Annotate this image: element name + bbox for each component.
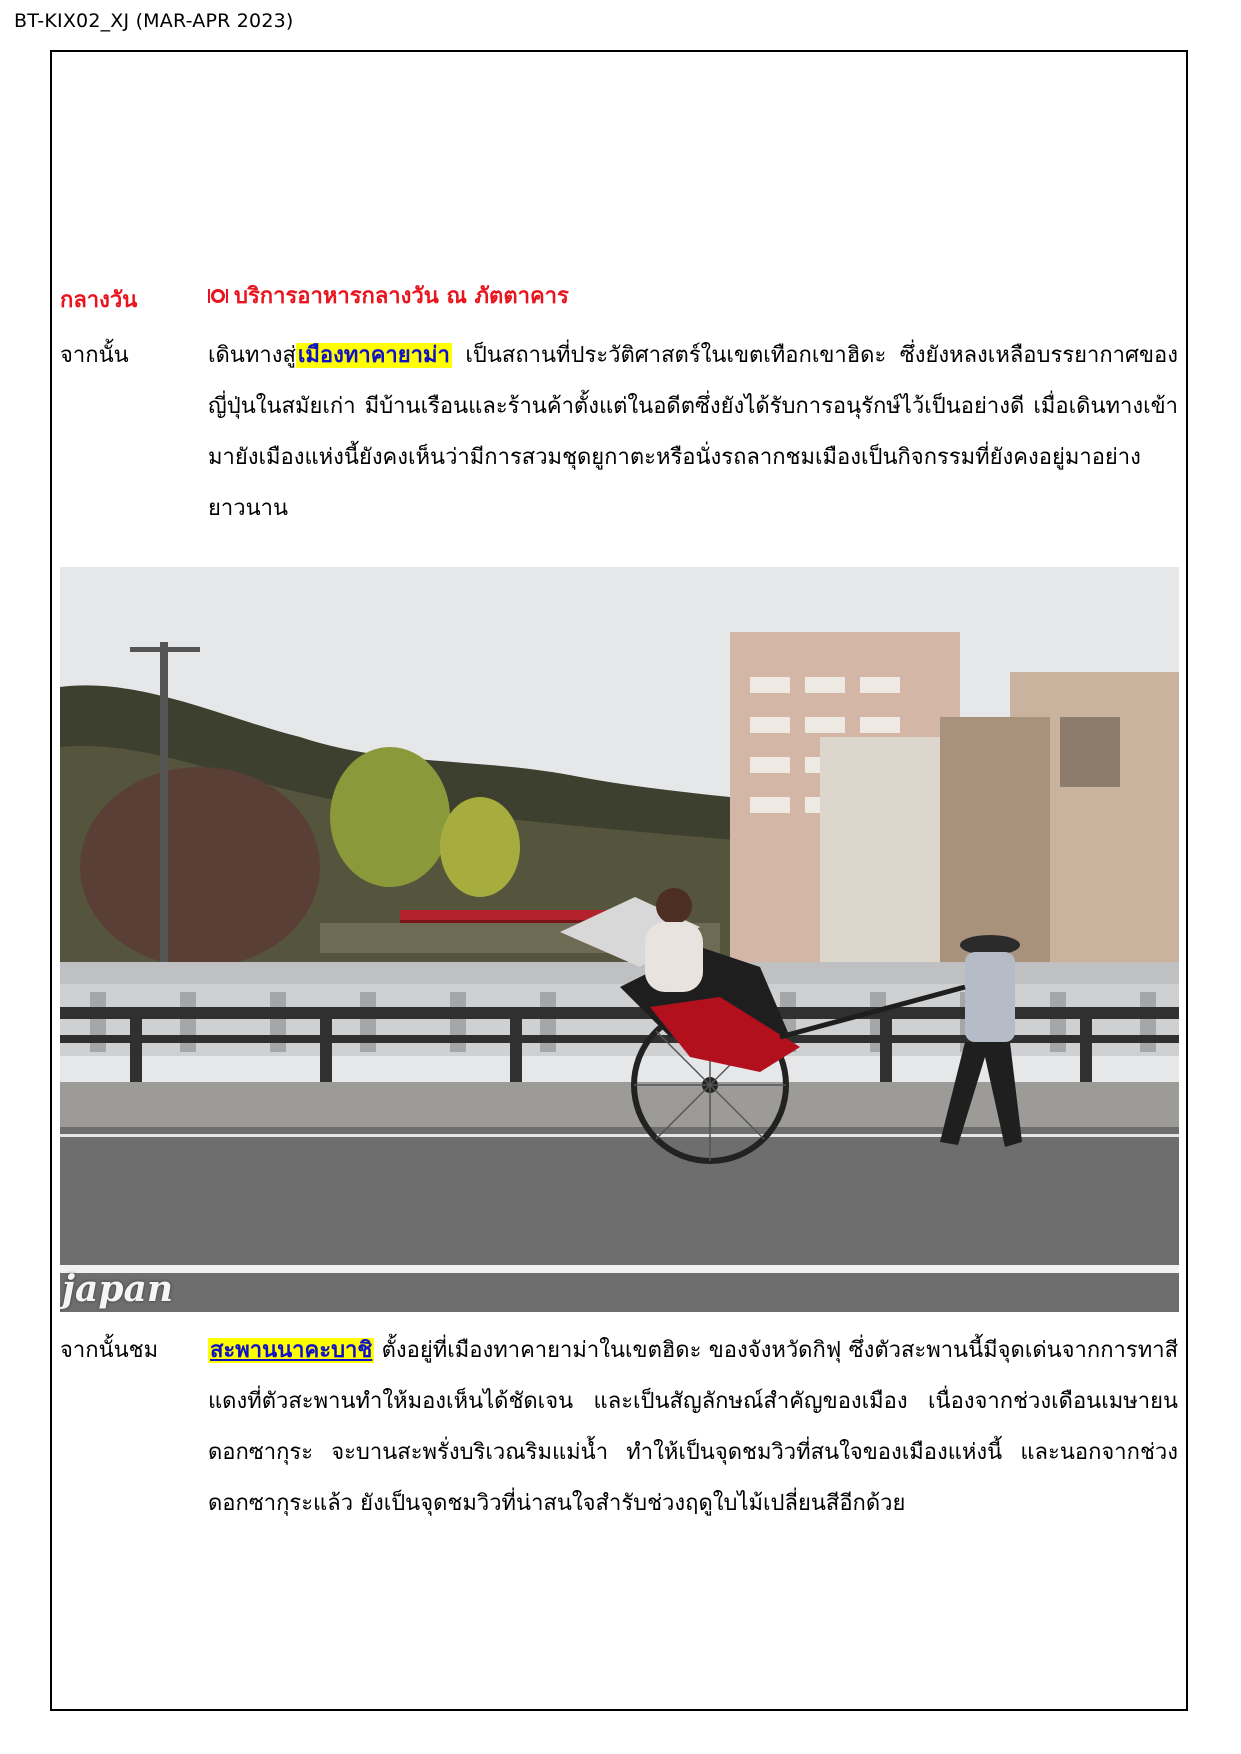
lunch-row (60, 282, 1180, 322)
photo-watermark: japan (62, 1268, 174, 1310)
lunch-text: บริการอาหารกลางวัน ณ ภัตตาคาร (234, 284, 569, 309)
document-code: BT-KIX02_XJ (MAR-APR 2023) (14, 10, 294, 32)
para1-rest: เป็นสถานที่ประวัติศาสตร์ในเขตเทือกเขาฮิดะ ซึ่งยังหลงเหลือบรรยากาศของญี่ปุ่นในสมัยเก่า มีบ้านเรือนและร้านค้าตั้งแต่ในอดีตซึ่งยังได้รับการอนุรักษ์ไว้เป็นอย่างดี เมื่อเดินทางเข้ามายังเมืองแห่งนี้ยังคงเห็นว่ามีการสวมชุดยูกาตะหรือนั่งรถลากชมเมืองเป็นกิจกรรมที่ยังคงอยู่มาอย่างยาวนาน (208, 343, 1178, 521)
photo-illustration (60, 567, 1179, 1312)
rickshaw-bridge-photo (60, 567, 1179, 1312)
para1-label: จากนั้น (60, 343, 129, 368)
nakabashi-highlight: สะพานนาคะบาชิ (210, 1338, 373, 1363)
para2-text (208, 1325, 1178, 1529)
paragraph-nakabashi (60, 1335, 1180, 1545)
para1-text (208, 330, 1178, 534)
dish-icon (208, 286, 228, 306)
lunch-text-line (208, 282, 1178, 312)
lunch-label: กลางวัน (60, 288, 138, 313)
takayama-highlight: เมืองทาคายาม่า (297, 343, 450, 368)
paragraph-takayama (60, 340, 1180, 550)
para1-prefix: เดินทางสู่ (208, 343, 296, 368)
para2-label: จากนั้นชม (60, 1338, 159, 1363)
para2-rest: ตั้งอยู่ที่เมืองทาคายาม่าในเขตฮิดะ ของจังหวัดกิฟุ ซึ่งตัวสะพานนี้มีจุดเด่นจากการทาสีแดงที่ตัวสะพานทำให้มองเห็นได้ชัดเจน และเป็นสัญลักษณ์สำคัญของเมือง เนื่องจากช่วงเดือนเมษายน ดอกซากุระ จะบานสะพรั่งบริเวณริมแม่น้ำ ทำให้เป็นจุดชมวิวที่สนใจของเมืองแห่งนี้ และนอกจากช่วงดอกซากุระแล้ว ยังเป็นจุดชมวิวที่น่าสนใจสำรับช่วงฤดูใบไม้เปลี่ยนสีอีกด้วย (208, 1338, 1178, 1516)
